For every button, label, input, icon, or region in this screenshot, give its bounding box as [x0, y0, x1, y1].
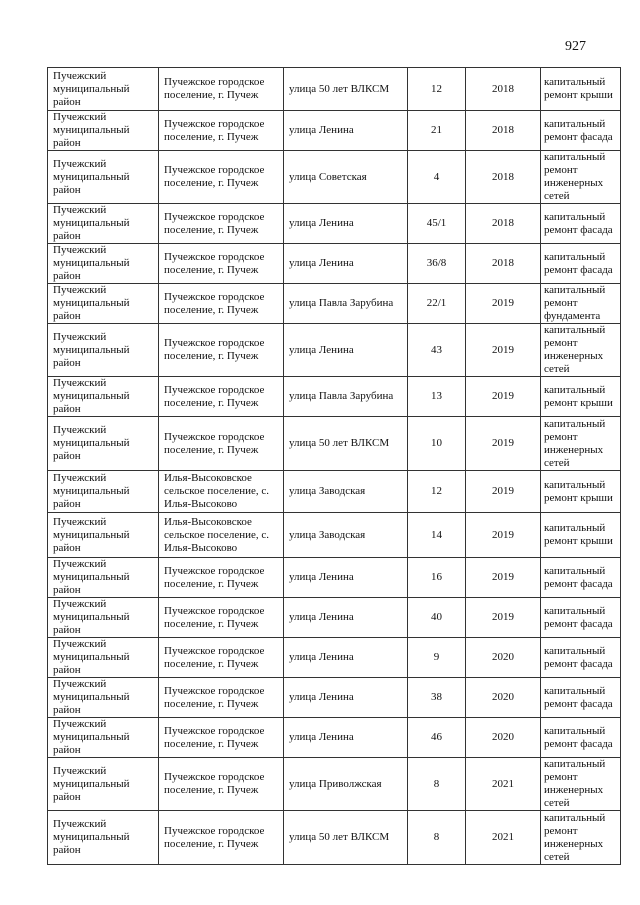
settlement-cell: Пучежское городское поселение, г. Пучеж [159, 324, 284, 377]
house-number-cell: 46 [408, 718, 466, 758]
district-cell: Пучежский муниципальный район [48, 678, 159, 718]
repair-schedule-table [47, 67, 621, 865]
settlement-cell: Пучежское городское поселение, г. Пучеж [159, 758, 284, 811]
year-cell: 2018 [466, 244, 541, 284]
settlement-cell: Пучежское городское поселение, г. Пучеж [159, 718, 284, 758]
settlement-cell: Пучежское городское поселение, г. Пучеж [159, 598, 284, 638]
house-number-cell: 12 [408, 68, 466, 111]
street-cell: улица Советская [284, 151, 408, 204]
district-cell: Пучежский муниципальный район [48, 638, 159, 678]
work-type-cell: капитальный ремонт крыши [541, 513, 621, 558]
settlement-cell: Пучежское городское поселение, г. Пучеж [159, 678, 284, 718]
year-cell: 2019 [466, 377, 541, 417]
district-cell: Пучежский муниципальный район [48, 417, 159, 471]
settlement-cell: Пучежское городское поселение, г. Пучеж [159, 204, 284, 244]
street-cell: улица Ленина [284, 598, 408, 638]
district-cell: Пучежский муниципальный район [48, 513, 159, 558]
work-type-cell: капитальный ремонт инженерных сетей [541, 324, 621, 377]
work-type-cell: капитальный ремонт инженерных сетей [541, 811, 621, 865]
street-cell: улица Ленина [284, 558, 408, 598]
work-type-cell: капитальный ремонт крыши [541, 377, 621, 417]
house-number-cell: 8 [408, 758, 466, 811]
settlement-cell: Пучежское городское поселение, г. Пучеж [159, 558, 284, 598]
table-row [48, 417, 621, 471]
house-number-cell: 16 [408, 558, 466, 598]
year-cell: 2019 [466, 558, 541, 598]
street-cell: улица Ленина [284, 111, 408, 151]
year-cell: 2021 [466, 811, 541, 865]
table-row [48, 638, 621, 678]
house-number-cell: 10 [408, 417, 466, 471]
year-cell: 2018 [466, 204, 541, 244]
district-cell: Пучежский муниципальный район [48, 151, 159, 204]
table-row [48, 377, 621, 417]
settlement-cell: Пучежское городское поселение, г. Пучеж [159, 244, 284, 284]
work-type-cell: капитальный ремонт инженерных сетей [541, 151, 621, 204]
table-body [48, 68, 621, 865]
year-cell: 2018 [466, 151, 541, 204]
work-type-cell: капитальный ремонт крыши [541, 471, 621, 513]
street-cell: улица 50 лет ВЛКСМ [284, 811, 408, 865]
house-number-cell: 12 [408, 471, 466, 513]
table-row [48, 284, 621, 324]
district-cell: Пучежский муниципальный район [48, 598, 159, 638]
district-cell: Пучежский муниципальный район [48, 284, 159, 324]
house-number-cell: 43 [408, 324, 466, 377]
table-row [48, 811, 621, 865]
district-cell: Пучежский муниципальный район [48, 471, 159, 513]
house-number-cell: 22/1 [408, 284, 466, 324]
work-type-cell: капитальный ремонт крыши [541, 68, 621, 111]
street-cell: улица Заводская [284, 513, 408, 558]
district-cell: Пучежский муниципальный район [48, 811, 159, 865]
settlement-cell: Пучежское городское поселение, г. Пучеж [159, 111, 284, 151]
year-cell: 2020 [466, 678, 541, 718]
table-row [48, 471, 621, 513]
street-cell: улица Приволжская [284, 758, 408, 811]
settlement-cell: Пучежское городское поселение, г. Пучеж [159, 811, 284, 865]
table-row [48, 558, 621, 598]
street-cell: улица Павла Зарубина [284, 284, 408, 324]
year-cell: 2019 [466, 417, 541, 471]
work-type-cell: капитальный ремонт фасада [541, 678, 621, 718]
year-cell: 2019 [466, 513, 541, 558]
table-row [48, 151, 621, 204]
work-type-cell: капитальный ремонт фасада [541, 204, 621, 244]
settlement-cell: Пучежское городское поселение, г. Пучеж [159, 417, 284, 471]
house-number-cell: 38 [408, 678, 466, 718]
house-number-cell: 36/8 [408, 244, 466, 284]
settlement-cell: Пучежское городское поселение, г. Пучеж [159, 284, 284, 324]
district-cell: Пучежский муниципальный район [48, 558, 159, 598]
table-row [48, 678, 621, 718]
street-cell: улица Павла Зарубина [284, 377, 408, 417]
district-cell: Пучежский муниципальный район [48, 324, 159, 377]
street-cell: улица Ленина [284, 718, 408, 758]
settlement-cell: Пучежское городское поселение, г. Пучеж [159, 377, 284, 417]
table-row [48, 758, 621, 811]
street-cell: улица Заводская [284, 471, 408, 513]
work-type-cell: капитальный ремонт инженерных сетей [541, 758, 621, 811]
house-number-cell: 8 [408, 811, 466, 865]
house-number-cell: 21 [408, 111, 466, 151]
house-number-cell: 4 [408, 151, 466, 204]
year-cell: 2019 [466, 324, 541, 377]
table-row [48, 111, 621, 151]
district-cell: Пучежский муниципальный район [48, 204, 159, 244]
year-cell: 2019 [466, 471, 541, 513]
work-type-cell: капитальный ремонт инженерных сетей [541, 417, 621, 471]
street-cell: улица Ленина [284, 204, 408, 244]
settlement-cell: Пучежское городское поселение, г. Пучеж [159, 68, 284, 111]
house-number-cell: 9 [408, 638, 466, 678]
work-type-cell: капитальный ремонт фасада [541, 244, 621, 284]
year-cell: 2018 [466, 111, 541, 151]
page-number: 927 [565, 39, 586, 54]
table-row [48, 204, 621, 244]
settlement-cell: Пучежское городское поселение, г. Пучеж [159, 151, 284, 204]
street-cell: улица Ленина [284, 638, 408, 678]
work-type-cell: капитальный ремонт фасада [541, 598, 621, 638]
table-row [48, 718, 621, 758]
street-cell: улица 50 лет ВЛКСМ [284, 417, 408, 471]
house-number-cell: 45/1 [408, 204, 466, 244]
work-type-cell: капитальный ремонт фасада [541, 111, 621, 151]
table-row [48, 244, 621, 284]
street-cell: улица Ленина [284, 324, 408, 377]
work-type-cell: капитальный ремонт фасада [541, 558, 621, 598]
district-cell: Пучежский муниципальный район [48, 111, 159, 151]
settlement-cell: Илья-Высоковское сельское поселение, с. Илья-Высоково [159, 513, 284, 558]
year-cell: 2019 [466, 284, 541, 324]
work-type-cell: капитальный ремонт фундамента [541, 284, 621, 324]
year-cell: 2018 [466, 68, 541, 111]
district-cell: Пучежский муниципальный район [48, 68, 159, 111]
year-cell: 2021 [466, 758, 541, 811]
house-number-cell: 14 [408, 513, 466, 558]
work-type-cell: капитальный ремонт фасада [541, 638, 621, 678]
district-cell: Пучежский муниципальный район [48, 758, 159, 811]
year-cell: 2019 [466, 598, 541, 638]
table-row [48, 513, 621, 558]
table-row [48, 324, 621, 377]
district-cell: Пучежский муниципальный район [48, 244, 159, 284]
district-cell: Пучежский муниципальный район [48, 377, 159, 417]
table-row [48, 598, 621, 638]
year-cell: 2020 [466, 638, 541, 678]
street-cell: улица 50 лет ВЛКСМ [284, 68, 408, 111]
house-number-cell: 40 [408, 598, 466, 638]
settlement-cell: Илья-Высоковское сельское поселение, с. Илья-Высоково [159, 471, 284, 513]
street-cell: улица Ленина [284, 678, 408, 718]
district-cell: Пучежский муниципальный район [48, 718, 159, 758]
street-cell: улица Ленина [284, 244, 408, 284]
year-cell: 2020 [466, 718, 541, 758]
settlement-cell: Пучежское городское поселение, г. Пучеж [159, 638, 284, 678]
work-type-cell: капитальный ремонт фасада [541, 718, 621, 758]
house-number-cell: 13 [408, 377, 466, 417]
table-row [48, 68, 621, 111]
